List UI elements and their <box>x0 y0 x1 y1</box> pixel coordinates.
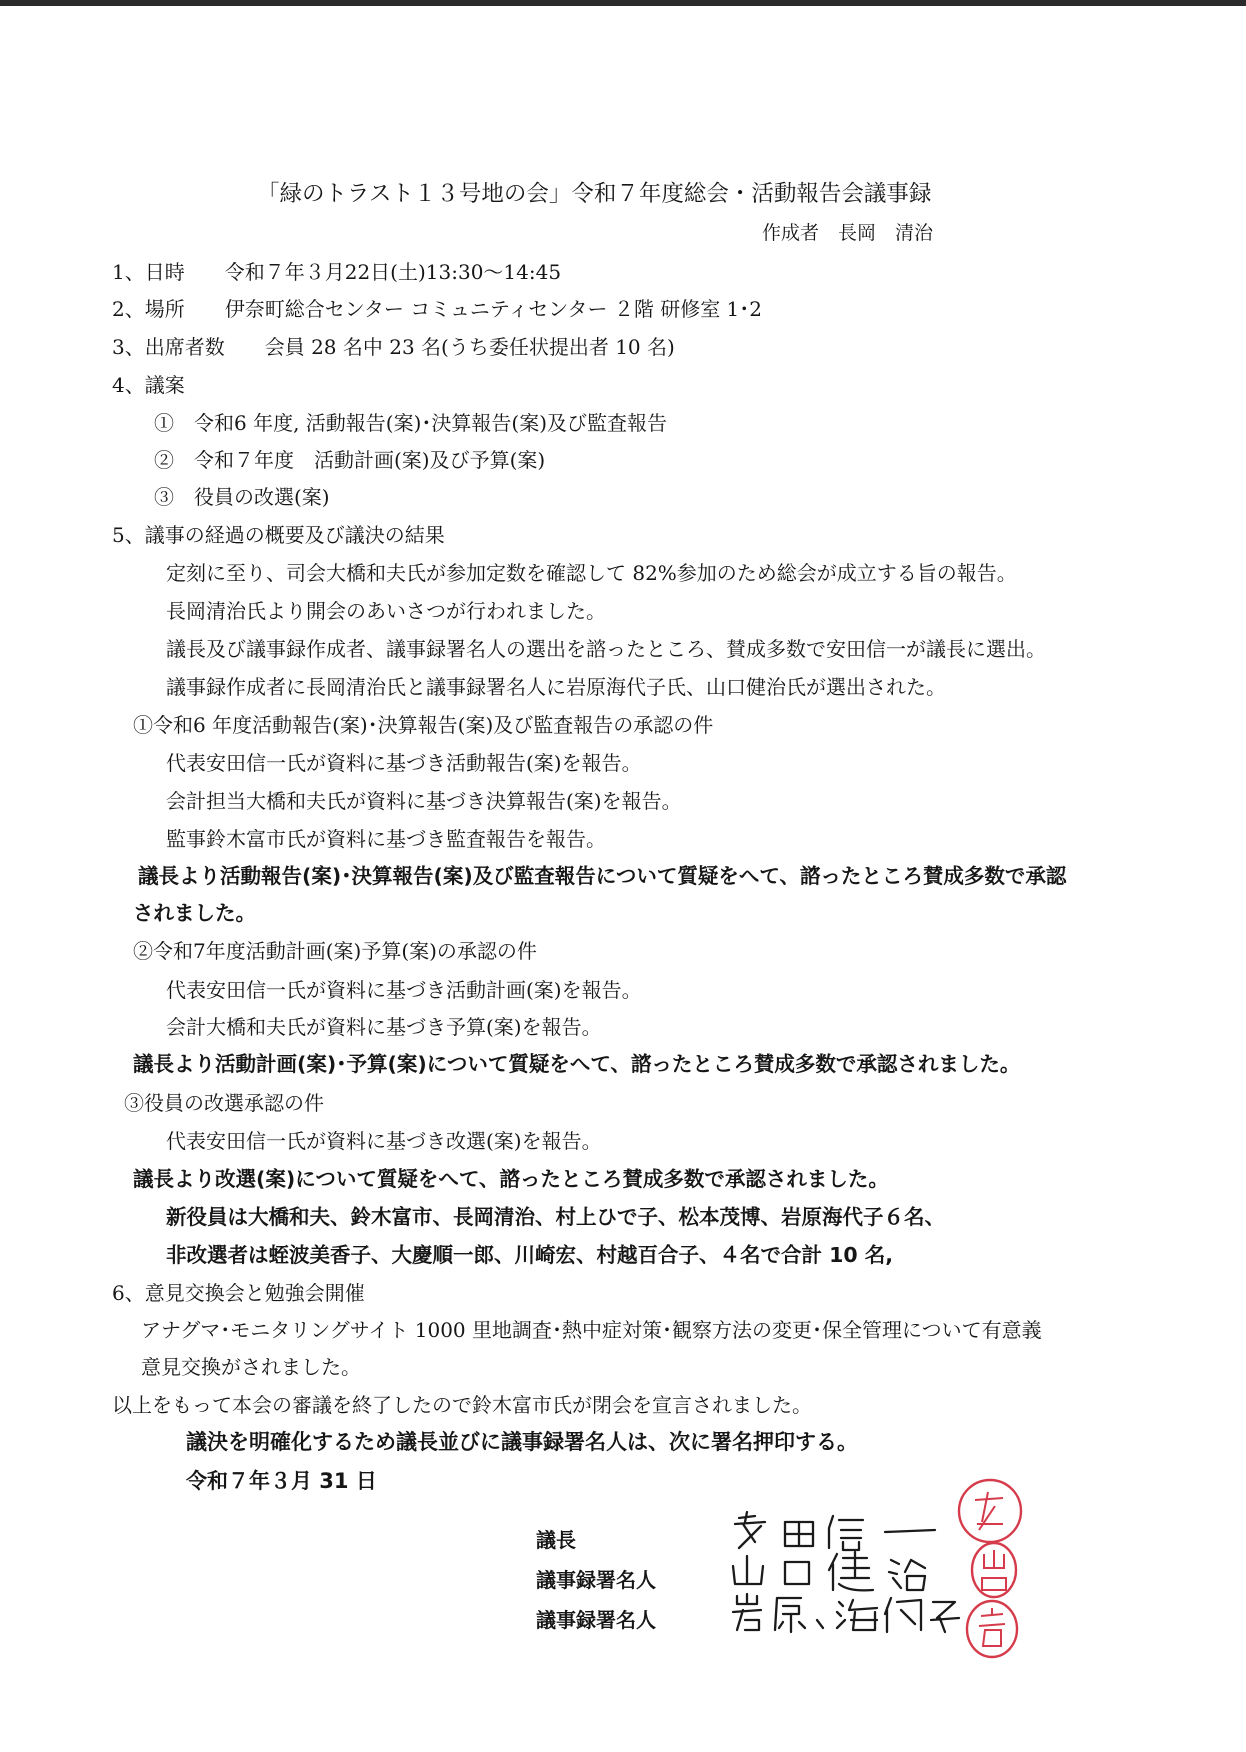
continuing-officers-line: 非改選者は蛭波美香子、大慶順一郎、川崎宏、村越百合子、４名で合計 10 名, <box>166 1243 894 1267</box>
agenda-item: ① 令和6 年度, 活動報告(案)･決算報告(案)及び監査報告 <box>154 411 668 435</box>
item2-line: 会計大橋和夫氏が資料に基づき予算(案)を報告。 <box>166 1015 602 1039</box>
item3-resolution: 議長より改選(案)について質疑をへて、諮ったところ賛成多数で承認されました。 <box>133 1167 889 1191</box>
item1-line: 代表安田信一氏が資料に基づき活動報告(案)を報告。 <box>166 751 642 775</box>
agenda-heading: 4、議案 <box>112 373 185 397</box>
proceedings-heading: 5、議事の経過の概要及び議決の結果 <box>112 523 445 547</box>
item1-line: 監事鈴木富市氏が資料に基づき監査報告を報告。 <box>166 827 606 851</box>
item2-line: 代表安田信一氏が資料に基づき活動計画(案)を報告。 <box>166 978 642 1002</box>
new-officers-line: 新役員は大橋和夫、鈴木富市、長岡清治、村上ひで子、松本茂博、岩原海代子６名、 <box>166 1205 945 1229</box>
item2-heading: ②令和7年度活動計画(案)予算(案)の承認の件 <box>133 939 537 963</box>
sign-statement: 議決を明確化するため議長並びに議事録署名人は、次に署名押印する。 <box>186 1430 858 1454</box>
agenda-item: ③ 役員の改選(案) <box>154 485 330 509</box>
signer2-signature-image <box>725 1590 975 1636</box>
proceedings-line: 議長及び議事録作成者、議事録署名人の選出を諮ったところ、賛成多数で安田信一が議長に選出。 <box>166 637 1046 661</box>
place-line: 2、場所 伊奈町総合センター コミュニティセンター ２階 研修室 1･2 <box>112 297 763 321</box>
item1-line: 会計担当大橋和夫氏が資料に基づき決算報告(案)を報告。 <box>166 789 682 813</box>
signature-role-chair: 議長 <box>536 1528 576 1552</box>
item1-resolution-cont: されました。 <box>133 901 256 925</box>
exchange-line: 意見交換がされました。 <box>141 1355 361 1379</box>
signature-role-signer: 議事録署名人 <box>536 1608 656 1632</box>
signer1-signature-image <box>725 1548 975 1594</box>
exchange-heading: 6、意見交換会と勉強会開催 <box>112 1281 365 1305</box>
sign-date: 令和７年３月 31 日 <box>186 1469 377 1493</box>
item3-heading: ③役員の改選承認の件 <box>124 1091 324 1115</box>
exchange-line: アナグマ･モニタリングサイト 1000 里地調査･熱中症対策･観察方法の変更･保全管理について有意義 <box>141 1318 1042 1342</box>
item1-heading: ①令和6 年度活動報告(案)･決算報告(案)及び監査報告の承認の件 <box>133 713 714 737</box>
scan-edge <box>0 0 1246 6</box>
item2-resolution: 議長より活動計画(案)･予算(案)について質疑をへて、諮ったところ賛成多数で承認されました。 <box>133 1052 1021 1076</box>
proceedings-line: 定刻に至り、司会大橋和夫氏が参加定数を確認して 82%参加のため総会が成立する旨の報告。 <box>166 561 1017 585</box>
document-title: 「緑のトラスト１３号地の会」令和７年度総会・活動報告会議事録 <box>257 181 932 207</box>
datetime-line: 1、日時 令和７年３月22日(土)13:30〜14:45 <box>112 260 562 284</box>
signer1-seal <box>968 1540 1020 1600</box>
attendance-line: 3、出席者数 会員 28 名中 23 名(うち委任状提出者 10 名) <box>112 335 675 359</box>
proceedings-line: 長岡清治氏より開会のあいさつが行われました。 <box>166 599 606 623</box>
author-line: 作成者 長岡 清治 <box>762 222 934 244</box>
item3-line: 代表安田信一氏が資料に基づき改選(案)を報告。 <box>166 1129 602 1153</box>
item1-resolution: 議長より活動報告(案)･決算報告(案)及び監査報告について質疑をへて、諮ったところ賛成多数で承認 <box>138 864 1067 888</box>
closing-line: 以上をもって本会の審議を終了したので鈴木富市氏が閉会を宣言されました。 <box>112 1393 812 1417</box>
signature-role-signer: 議事録署名人 <box>536 1568 656 1592</box>
proceedings-line: 議事録作成者に長岡清治氏と議事録署名人に岩原海代子氏、山口健治氏が選出された。 <box>166 675 946 699</box>
agenda-item: ② 令和７年度 活動計画(案)及び予算(案) <box>154 448 546 472</box>
signer2-seal <box>963 1598 1021 1660</box>
chair-seal <box>955 1476 1025 1546</box>
